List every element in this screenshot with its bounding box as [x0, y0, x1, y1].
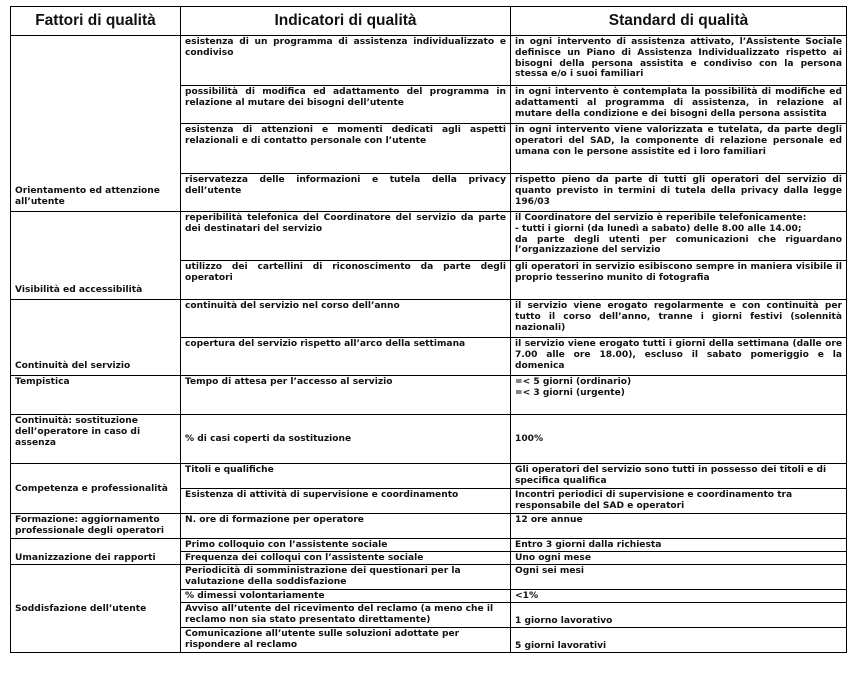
indicator-cell: Esistenza di attività di supervisione e coordinamento: [181, 489, 511, 514]
standard-cell: 1 giorno lavorativo: [511, 603, 847, 628]
standard-cell: 100%: [511, 415, 847, 464]
standard-cell: 5 giorni lavorativi: [511, 628, 847, 653]
standard-cell: =< 5 giorni (ordinario) =< 3 giorni (urgente): [511, 376, 847, 415]
table-row: [11, 464, 847, 489]
indicator-cell: Tempo di attesa per l’accesso al servizio: [181, 376, 511, 415]
table-row: [11, 36, 847, 86]
standard-cell: Ogni sei mesi: [511, 565, 847, 590]
indicator-cell: % dimessi volontariamente: [181, 590, 511, 603]
indicator-cell: Frequenza dei colloqui con l’assistente sociale: [181, 552, 511, 565]
indicator-cell: Titoli e qualifiche: [181, 464, 511, 489]
indicator-cell: Periodicità di somministrazione dei questionari per la valutazione della soddisfazione: [181, 565, 511, 590]
indicator-cell: % di casi coperti da sostituzione: [181, 415, 511, 464]
table-row: [11, 565, 847, 590]
table-row: [11, 415, 847, 464]
factor-cell: Tempistica: [11, 376, 181, 415]
indicator-cell: continuità del servizio nel corso dell’anno: [181, 300, 511, 338]
factor-cell: Continuità del servizio: [11, 300, 181, 376]
factor-cell: Continuità: sostituzione dell’operatore in caso di assenza: [11, 415, 181, 464]
standard-cell: gli operatori in servizio esibiscono sempre in maniera visibile il proprio tesserino munito di fotografia: [511, 261, 847, 300]
indicator-cell: reperibilità telefonica del Coordinatore del servizio da parte dei destinatari del servizio: [181, 212, 511, 261]
standard-cell: in ogni intervento viene valorizzata e tutelata, da parte degli operatori del SAD, la componente di relazione personale ed umana con le persone assistite ed i loro familiari: [511, 124, 847, 174]
indicator-cell: utilizzo dei cartellini di riconoscimento da parte degli operatori: [181, 261, 511, 300]
table-row: [11, 514, 847, 539]
factor-cell: Soddisfazione dell’utente: [11, 565, 181, 653]
table-row: [11, 376, 847, 415]
standard-cell: il servizio viene erogato tutti i giorni della settimana (dalle ore 7.00 alle ore 18.00), escluso il sabato pomeriggio e la domenica: [511, 338, 847, 376]
standard-cell: Entro 3 giorni dalla richiesta: [511, 539, 847, 552]
indicator-cell: possibilità di modifica ed adattamento del programma in relazione al mutare dei bisogni dell’utente: [181, 86, 511, 124]
quality-standards-document: [10, 6, 847, 653]
standard-cell: il servizio viene erogato regolarmente e con continuità per tutto il corso dell’anno, tranne i giorni festivi (solennità nazionali): [511, 300, 847, 338]
indicator-cell: Comunicazione all’utente sulle soluzioni adottate per rispondere al reclamo: [181, 628, 511, 653]
indicator-cell: Primo colloquio con l’assistente sociale: [181, 539, 511, 552]
standard-cell: 12 ore annue: [511, 514, 847, 539]
factor-cell: Formazione: aggiornamento professionale degli operatori: [11, 514, 181, 539]
factor-cell: Orientamento ed attenzione all’utente: [11, 36, 181, 212]
standard-cell: rispetto pieno da parte di tutti gli operatori del servizio di quanto previsto in termini di tutela della privacy dalla legge 196/03: [511, 174, 847, 212]
indicator-cell: Avviso all’utente del ricevimento del reclamo (a meno che il reclamo non sia stato presentato direttamente): [181, 603, 511, 628]
quality-standards-table: [10, 6, 847, 653]
factor-cell: Competenza e professionalità: [11, 464, 181, 514]
indicator-cell: esistenza di un programma di assistenza individualizzato e condiviso: [181, 36, 511, 86]
table-row: [11, 539, 847, 552]
header-row: [11, 7, 847, 36]
indicator-cell: esistenza di attenzioni e momenti dedicati agli aspetti relazionali e di contatto personale con l’utente: [181, 124, 511, 174]
standard-cell: in ogni intervento di assistenza attivato, l’Assistente Sociale definisce un Piano di Assistenza Individualizzato rispetto ai bisogni della persona assistita e condiviso con la persona stessa e/o i suoi familiari: [511, 36, 847, 86]
header-indicators: Indicatori di qualità: [181, 7, 511, 36]
factor-cell: Umanizzazione dei rapporti: [11, 539, 181, 565]
header-standards: Standard di qualità: [511, 7, 847, 36]
indicator-cell: N. ore di formazione per operatore: [181, 514, 511, 539]
standard-cell: in ogni intervento è contemplata la possibilità di modifiche ed adattamenti al programma di assistenza, in relazione al mutare della condizione e dei bisogni della persona assistita: [511, 86, 847, 124]
standard-cell: Incontri periodici di supervisione e coordinamento tra responsabile del SAD e operatori: [511, 489, 847, 514]
standard-cell: il Coordinatore del servizio è reperibile telefonicamente: - tutti i giorni (da lunedì a sabato) delle 8.00 alle 14.00; da parte degli utenti per comunicazioni che riguardano l’organizzazione del servizio: [511, 212, 847, 261]
standard-cell: Uno ogni mese: [511, 552, 847, 565]
factor-cell: Visibilità ed accessibilità: [11, 212, 181, 300]
indicator-cell: riservatezza delle informazioni e tutela della privacy dell’utente: [181, 174, 511, 212]
standard-cell: <1%: [511, 590, 847, 603]
standard-cell: Gli operatori del servizio sono tutti in possesso dei titoli e di specifica qualifica: [511, 464, 847, 489]
header-factors: Fattori di qualità: [11, 7, 181, 36]
table-row: [11, 212, 847, 261]
indicator-cell: copertura del servizio rispetto all’arco della settimana: [181, 338, 511, 376]
table-row: [11, 300, 847, 338]
